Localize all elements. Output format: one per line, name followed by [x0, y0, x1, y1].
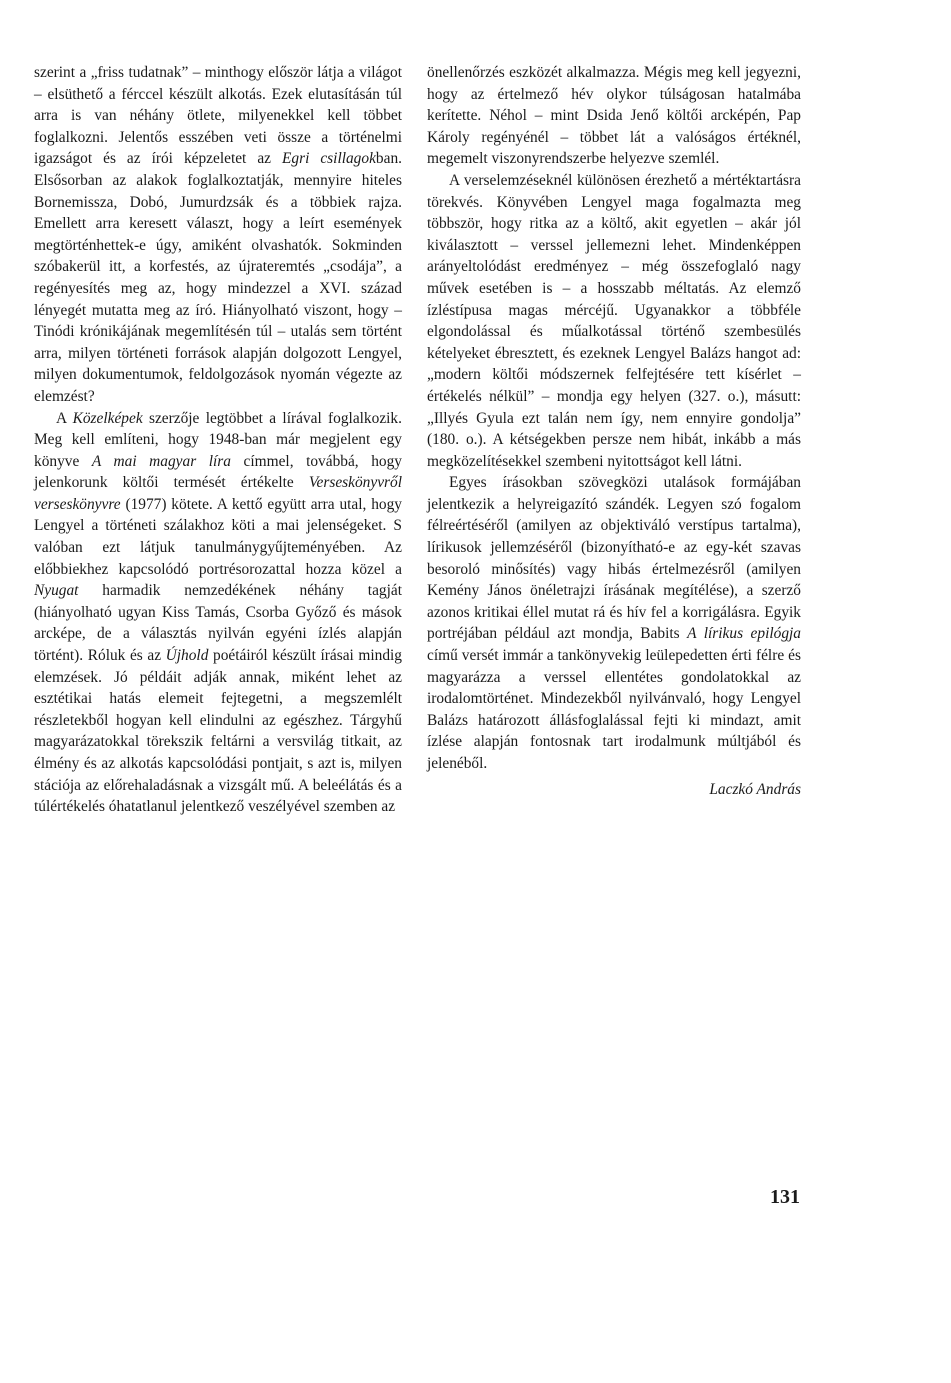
author-signature: Laczkó András: [709, 780, 801, 798]
italic-title: Nyugat: [34, 582, 79, 600]
text-segment: (1977) kötete. A kettő együtt arra utal, hogy Lengyel a történeti szálakhoz köti a mai jelenségeket. S valóban ezt látjuk tanulmánygyűjteményében. Az előbbiekhez kapcsolódó portrésorozattal hozza közel a: [34, 495, 402, 578]
left-text-column: [34, 62, 402, 818]
paragraph: [34, 408, 402, 818]
page-number: 131: [770, 1186, 800, 1208]
text-segment: című versét immár a tankönyvekig leülepedetten érti félre és magyarázza a verssel ellentétes gondolatokkal az irodalomtörténet. Mindezekből nyilvánvaló, hogy Lengyel Balázs határozott állásfoglalással fejti ki mindazt, amit ízlése alapján fontosnak tart irodalmunk múltjából és jelenéből.: [427, 647, 801, 772]
text-segment: A verselemzéseknél különösen érezhető a mértéktartásra törekvés. Könyvében Lengyel maga fogalmazta meg többször, hogy ritka az a költő, akit egyetlen – akár jól kiválasztott – verssel jellemezni lehet. Mindenképpen arányeltolódást eredményez – még összefoglaló nagy művek esetében is – a hosszabb méltatás. Az elemző ízléstípusa magas mércéjű. Ugyanakkor a többféle elgondolással és műalkotással történő szembesülés kételyeket ébresztett, és ezeknek Lengyel Balázs hangot ad: „modern költői módszernek felfejtésére tett kísérlet – értékelés nélkül” – mondja egy helyen (327. o.), másutt: „Illyés Gyula ezt talán nem így, nem ennyire gondolja” (180. o.). A kétségekben persze nem hibát, inkább a más megközelítésekkel szembeni nyitottságot kell látni.: [427, 171, 801, 470]
italic-title: Újhold: [165, 647, 209, 665]
italic-title: Verseskönyvről verseskönyvre: [34, 474, 402, 513]
italic-title: Közelképek: [72, 409, 143, 427]
text-segment: Egyes írásokban szövegközi utalások formájában jelentkezik a helyreigazító szándék. Legyen szó fogalom félreértéséről (amilyen az objektiváló verstípus tartalma), lírikusok jellemzéséről (bizonyítható-e az egy-két szavas besoroló minősítés) vagy hibás értelmezésről (amilyen Kemény János önéletrajzi írásának megítélése), a szerző azonos kritikai éllel mutat rá és hív fel a korrigálásra. Egyik portréjában például azt mondja, Babits: [427, 474, 801, 643]
text-segment: harmadik nemzedékének néhány tagját (hiányolható ugyan Kiss Tamás, Csorba Győző és mások arcképe, de a választás nyilván egyéni ízlés alapján történt). Róluk és az: [34, 582, 402, 665]
paragraph: [427, 170, 801, 472]
text-segment: címmel, továbbá, hogy jelenkorunk költői termését értékelte: [34, 452, 402, 492]
text-segment: poétáiról készült írásai mindig elemzések. Jó példáit adják annak, miként lehet az esztétikai hatás elemeit fejtegetni, a megszemlélt részletekből hogyan kell elindulni az egészhez. Tárgyhű magyarázatokkal törekszik feltárni a versvilág titkait, az élmény és az alkotás kapcsolódási pontjait, s azt is, milyen stációja az előrehaladásnak a vizsgált mű. A beleélátás és a túlértékelés óhatatlanul jelentkező veszélyével szemben az: [34, 647, 403, 816]
paragraph: [427, 472, 801, 774]
text-segment: ban. Elsősorban az alakok foglalkoztatják, mennyire hiteles Bornemissza, Dobó, Jumurdzsák és a többiek rajza. Emellett arra keresett választ, hogy a leírt események megtörténhettek-e úgy, amiként olvashatók. Sokminden szóbakerül itt, a korfestés, az újrateremtés „csodája”, a regényesítés meg az, hogy mindezzel a XVI. század lényegét mutatta meg az író. Hiányolható viszont, hogy – Tinódi krónikájának megemlítésén túl – utalás sem történt arra, milyen történeti források alapján dolgozott Lengyel, milyen dokumentumok, feldolgozások nyomán végezte az elemzést?: [34, 150, 402, 405]
italic-title: A lírikus epilógja: [687, 625, 802, 643]
italic-title: A mai magyar líra: [91, 452, 231, 470]
right-text-column: [427, 62, 801, 800]
text-segment: A: [56, 409, 73, 427]
paragraph: [427, 62, 801, 170]
paragraph: [34, 62, 402, 408]
text-segment: szerzője legtöbbet a lírával foglalkozik. Meg kell említeni, hogy 1948-ban már megjelent egy könyve: [34, 409, 402, 470]
text-segment: önellenőrzés eszközét alkalmazza. Mégis meg kell jegyezni, hogy az értelmező hév olykor túlságosan hatalmába kerítette. Néhol – mint Dsida Jenő költői arcképén, Pap Károly regényénél – többet lát a valóságos értéknél, megemelt viszonyrendszerbe helyezve szemlél.: [427, 64, 801, 168]
italic-title: Egri csillagok: [281, 150, 376, 168]
text-segment: szerint a „friss tudatnak” – minthogy először látja a világot – elsüthető a férccel készült alkotás. Ezek elutasításán túl arra is van néhány ötlete, milyenekkel kell többet foglalkozni. Jelentős esszében veti össze a történelmi igazságot és az írói képzeletet az: [34, 64, 402, 168]
